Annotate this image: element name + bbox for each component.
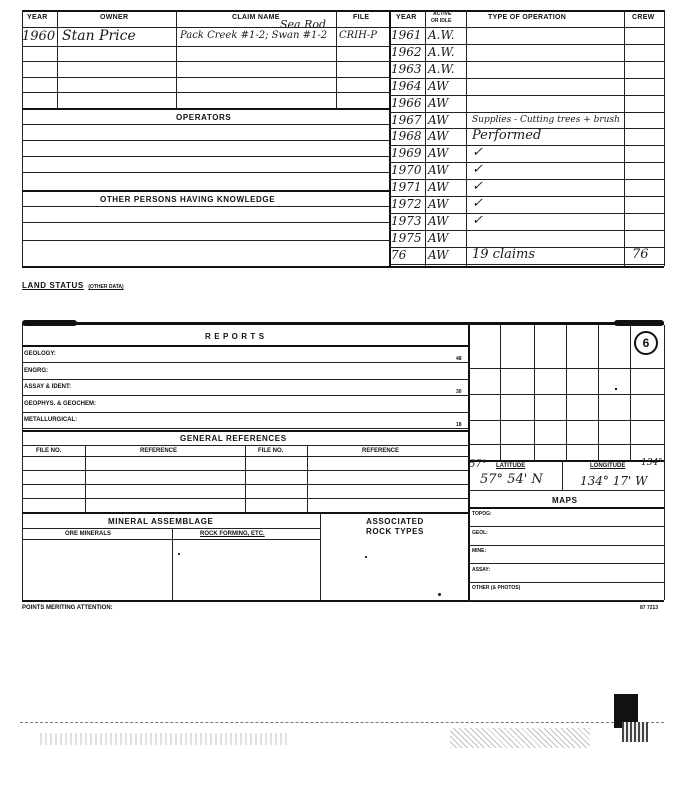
entry-claim-note: Sea Rod — [280, 18, 327, 31]
row-line — [22, 46, 390, 47]
scan-dot — [178, 553, 180, 555]
ops-status: AW — [428, 197, 449, 211]
lon-value: 134° 17' W — [580, 474, 648, 488]
table-top-border — [22, 10, 664, 12]
report-label: ASSAY & IDENT: — [24, 384, 72, 390]
lower-left-border — [22, 325, 23, 600]
ops-year: 1966 — [391, 96, 422, 110]
col-sep — [336, 10, 337, 108]
grid-col — [534, 325, 535, 460]
ops-year: 1970 — [391, 163, 422, 177]
coords-top — [468, 460, 664, 462]
refs-col — [307, 445, 308, 512]
report-num: 18 — [456, 422, 462, 428]
bar-end-right — [614, 320, 664, 326]
mineral-col — [320, 512, 321, 600]
associated-heading-1: ASSOCIATED — [366, 517, 424, 526]
ops-row-line — [389, 264, 664, 265]
ref-reference-2: REFERENCE — [362, 448, 400, 454]
row-line — [22, 77, 390, 78]
grid-col — [630, 325, 631, 460]
ops-year: 1964 — [391, 79, 422, 93]
maps-row-line — [468, 526, 664, 527]
report-num: 48 — [456, 356, 462, 362]
scan-noise — [40, 733, 290, 745]
row-line — [22, 140, 390, 141]
col-sep — [624, 10, 625, 266]
entry-claim-name: Pack Creek #1-2; Swan #1-2 — [180, 30, 328, 41]
report-label: GEOPHYS. & GEOCHEM: — [24, 401, 97, 407]
header-active: ACTIVE — [433, 11, 452, 17]
grid-col — [566, 325, 567, 460]
ops-status: AW — [428, 180, 449, 194]
refs-col — [245, 445, 246, 512]
mineral-col — [172, 528, 173, 600]
ops-year: 1963 — [391, 62, 422, 76]
header-year-2: YEAR — [396, 14, 417, 21]
report-label: GEOLOGY: — [24, 351, 56, 357]
refs-col — [85, 445, 86, 512]
bar-end-left — [22, 320, 77, 326]
row-line — [22, 222, 390, 223]
coords-bottom — [468, 490, 664, 491]
ops-crew: 76 — [632, 247, 649, 262]
row-line — [22, 240, 390, 241]
longitude-label: LONGITUDE — [590, 463, 626, 469]
ops-year: 1975 — [391, 231, 422, 245]
mineral-line — [22, 539, 320, 540]
ops-year: 1971 — [391, 180, 422, 194]
header-crew: CREW — [632, 14, 655, 21]
refs-top — [22, 430, 468, 432]
ops-year: 1972 — [391, 197, 422, 211]
header-file: FILE — [353, 14, 370, 21]
points-meriting-label: POINTS MERITING ATTENTION: — [22, 605, 113, 611]
ops-status: AW — [428, 96, 449, 110]
maps-heading: MAPS — [552, 496, 578, 505]
lower-right-border — [664, 325, 665, 600]
report-row-line — [22, 412, 468, 413]
row-line-bold — [22, 190, 390, 192]
maps-row-line — [468, 582, 664, 583]
rock-forming-label: ROCK FORMING, ETC. — [200, 531, 265, 537]
header-type-of-operation: TYPE OF OPERATION — [488, 14, 567, 21]
left-border — [22, 10, 23, 266]
mineral-head-line — [22, 528, 320, 529]
row-line-bold — [22, 108, 390, 110]
scan-dot — [365, 556, 367, 558]
ops-status: AW — [428, 146, 449, 160]
maps-head-line — [468, 507, 664, 509]
lat-value: 57° 54' N — [480, 472, 543, 487]
ops-status: AW — [428, 214, 449, 228]
report-row-line — [22, 379, 468, 380]
table-bottom-border — [22, 266, 664, 268]
ops-status: AW — [428, 113, 449, 127]
scan-dot — [438, 593, 441, 596]
ops-year: 1961 — [391, 28, 422, 42]
latitude-label: LATITUDE — [496, 463, 526, 469]
maps-row-line — [468, 600, 664, 601]
grid-dot — [615, 388, 617, 390]
maps-row-line — [468, 563, 664, 564]
maps-row-label: OTHER (& PHOTOS) — [472, 585, 521, 591]
ops-type: Supplies - Cutting trees + brush — [472, 115, 620, 125]
maps-row-label: MINE: — [472, 548, 487, 554]
ops-year: 76 — [391, 248, 407, 262]
ref-file-no-1: FILE NO. — [36, 448, 62, 454]
associated-heading-2: ROCK TYPES — [365, 527, 424, 536]
grid-col — [598, 325, 599, 460]
ops-status: AW — [428, 79, 449, 93]
row-line — [22, 92, 390, 93]
circle-mark: 6 — [634, 331, 658, 355]
maps-row-line — [468, 545, 664, 546]
ops-year: 1968 — [391, 129, 422, 143]
general-references-heading: GENERAL REFERENCES — [180, 434, 287, 443]
row-line — [22, 172, 390, 173]
entry-owner: Stan Price — [62, 28, 136, 44]
col-sep — [466, 10, 467, 266]
other-persons-heading: OTHER PERSONS HAVING KNOWLEDGE — [100, 195, 276, 204]
ops-status: A.W. — [428, 45, 455, 59]
land-status — [22, 275, 124, 293]
scan-noise-line — [20, 722, 664, 723]
header-claim-name: CLAIM NAME — [232, 14, 280, 21]
ops-year: 1967 — [391, 113, 422, 127]
report-label: METALLURGICAL: — [24, 417, 78, 423]
maps-row-label: ASSAY: — [472, 567, 491, 573]
ops-status: A.W. — [428, 62, 455, 76]
row-line — [22, 124, 390, 125]
col-sep — [176, 10, 177, 108]
land-status-sub: (OTHER DATA) — [88, 284, 124, 290]
mineral-top — [22, 512, 468, 514]
ops-type: ✓ — [472, 162, 483, 177]
entry-file: CRIH-P — [339, 30, 377, 41]
report-label: ENGRG: — [24, 368, 48, 374]
ops-type: Performed — [472, 128, 542, 143]
maps-row-label: GEOL: — [472, 530, 488, 536]
lat-prefix: 57° — [469, 459, 487, 470]
report-num: 30 — [456, 389, 462, 395]
ops-type: ✓ — [472, 179, 483, 194]
row-line — [22, 206, 390, 207]
reports-heading: R E P O R T S — [205, 332, 265, 341]
entry-year: 1960 — [22, 29, 56, 44]
header-or-idle: OR IDLE — [431, 18, 452, 24]
ops-status: A.W. — [428, 28, 455, 42]
col-sep — [425, 10, 426, 266]
ops-status: AW — [428, 129, 449, 143]
ops-type: ✓ — [472, 213, 483, 228]
ops-type: ✓ — [472, 196, 483, 211]
scan-noise — [622, 722, 648, 742]
ops-year: 1969 — [391, 146, 422, 160]
ops-status: AW — [428, 248, 449, 262]
col-sep — [57, 10, 58, 108]
ops-status: AW — [428, 163, 449, 177]
header-owner: OWNER — [100, 14, 129, 21]
land-status-heading: LAND STATUS — [22, 281, 84, 290]
report-row-line — [22, 428, 468, 429]
ops-type: 19 claims — [472, 247, 536, 262]
ore-minerals-label: ORE MINERALS — [65, 531, 112, 537]
right-border — [664, 10, 665, 266]
maps-row-label: TOPOG: — [472, 511, 492, 517]
row-line — [22, 61, 390, 62]
ops-year: 1962 — [391, 45, 422, 59]
lon-suffix: 134° — [641, 458, 663, 468]
ops-status: AW — [428, 231, 449, 245]
ref-file-no-2: FILE NO. — [258, 448, 284, 454]
operators-heading: OPERATORS — [176, 113, 232, 122]
header-year: YEAR — [27, 14, 48, 21]
report-row-line — [22, 362, 468, 363]
lower-top-bar — [22, 322, 664, 325]
reports-divider — [22, 345, 468, 347]
report-row-line — [22, 395, 468, 396]
ops-year: 1973 — [391, 214, 422, 228]
coords-col — [562, 460, 563, 490]
scan-noise — [450, 728, 590, 748]
form-number: 87 7213 — [640, 605, 659, 611]
row-line — [22, 156, 390, 157]
ops-type: ✓ — [472, 145, 483, 160]
grid-col — [500, 325, 501, 460]
mineral-assemblage-heading: MINERAL ASSEMBLAGE — [108, 517, 214, 526]
ref-reference-1: REFERENCE — [140, 448, 178, 454]
